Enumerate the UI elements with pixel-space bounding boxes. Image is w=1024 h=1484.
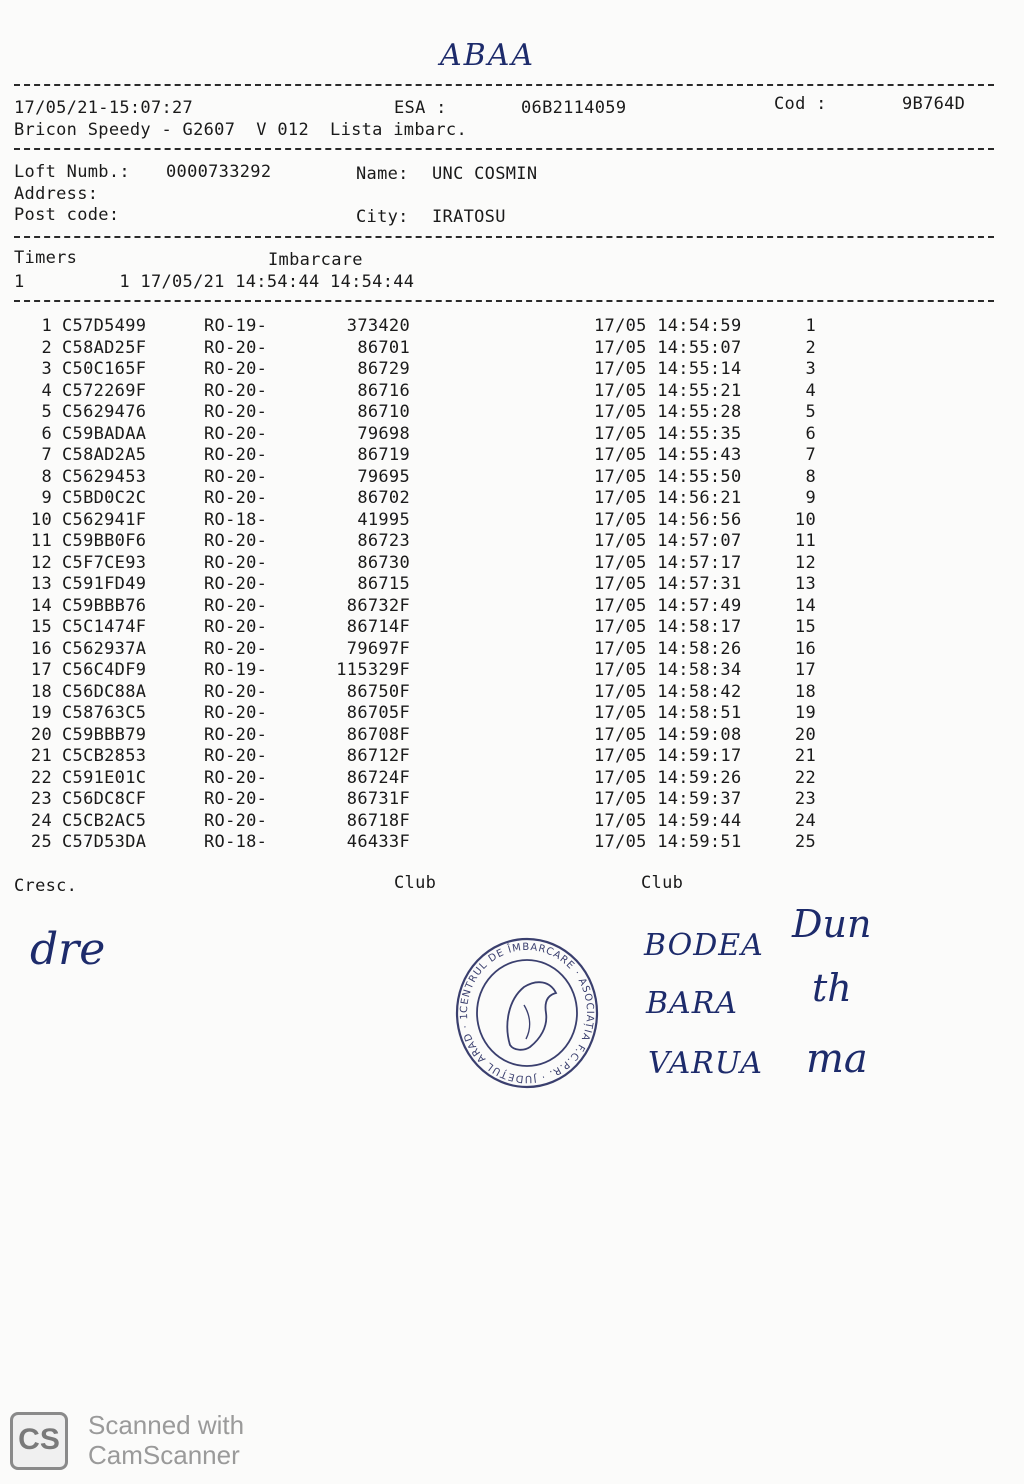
row-ring-prefix: RO-18- — [204, 832, 268, 852]
row-index: 10 — [30, 509, 52, 530]
table-row — [0, 617, 1024, 638]
row-ring-prefix: RO-19- — [204, 316, 268, 336]
row-ring-number: 86731F — [346, 789, 410, 809]
camscanner-line2: CamScanner — [88, 1440, 240, 1470]
row-ring-number: 86729 — [357, 359, 410, 379]
row-time: 17/05 14:56:56 — [594, 509, 742, 530]
row-ring-prefix: RO-18- — [204, 509, 268, 530]
row-ring-number: 86712F — [346, 746, 410, 766]
timers-line: 1 1 17/05/21 14:54:44 14:54:44 — [14, 272, 415, 292]
row-chip-code: C59BB0F6 — [62, 531, 147, 551]
row-chip-code: C5CB2AC5 — [62, 810, 147, 831]
city-label: City: — [356, 207, 409, 227]
row-chip-code: C58AD25F — [62, 337, 147, 358]
row-chip-code: C59BBB76 — [62, 595, 147, 616]
separator-timers — [14, 300, 994, 302]
row-time: 17/05 14:59:26 — [594, 767, 742, 788]
row-ring-number: 86714F — [346, 617, 410, 637]
loft-label: Loft Numb.: — [14, 162, 130, 182]
row-index: 22 — [30, 767, 52, 788]
row-time: 17/05 14:59:51 — [594, 832, 742, 852]
row-ring-prefix: RO-20- — [204, 767, 268, 788]
row-ring-number: 86723 — [357, 531, 410, 551]
row-ring-prefix: RO-20- — [204, 574, 268, 594]
row-position: 4 — [805, 380, 816, 401]
row-position: 22 — [794, 767, 816, 788]
timers-label: Timers — [14, 248, 78, 268]
table-row — [0, 316, 1024, 337]
row-time: 17/05 14:59:08 — [594, 724, 742, 745]
row-index: 24 — [30, 810, 52, 831]
row-index: 23 — [30, 789, 52, 809]
row-index: 6 — [41, 423, 52, 444]
row-index: 13 — [30, 574, 52, 594]
row-index: 14 — [30, 595, 52, 616]
row-position: 14 — [794, 595, 816, 616]
row-ring-number: 86716 — [357, 380, 410, 401]
header-esa-value: 06B2114059 — [521, 98, 627, 118]
row-position: 7 — [805, 445, 816, 465]
row-ring-number: 86705F — [346, 703, 410, 723]
row-chip-code: C5CB2853 — [62, 746, 147, 766]
table-row — [0, 574, 1024, 595]
row-position: 25 — [794, 832, 816, 852]
table-row — [0, 703, 1024, 724]
name-label: Name: — [356, 164, 409, 184]
row-position: 15 — [794, 617, 816, 637]
row-time: 17/05 14:55:14 — [594, 359, 742, 379]
row-ring-prefix: RO-20- — [204, 681, 268, 702]
club-label-1: Club — [394, 873, 437, 893]
row-position: 10 — [794, 509, 816, 530]
row-time: 17/05 14:58:17 — [594, 617, 742, 637]
table-row — [0, 596, 1024, 617]
row-index: 21 — [30, 746, 52, 766]
row-ring-prefix: RO-20- — [204, 617, 268, 637]
header-datetime: 17/05/21-15:07:27 — [14, 98, 194, 118]
table-row — [0, 553, 1024, 574]
row-position: 3 — [805, 359, 816, 379]
club-member-name-3: VARUA — [648, 1046, 763, 1081]
row-time: 17/05 14:58:26 — [594, 638, 742, 659]
table-row — [0, 789, 1024, 810]
row-time: 17/05 14:59:37 — [594, 789, 742, 809]
row-time: 17/05 14:55:28 — [594, 402, 742, 422]
row-time: 17/05 14:55:43 — [594, 445, 742, 465]
row-position: 23 — [794, 789, 816, 809]
stamp-seal-graphic — [452, 935, 602, 1090]
club-member-signature-1: Dun — [792, 902, 872, 946]
row-ring-number: 86715 — [357, 574, 410, 594]
row-ring-number: 86724F — [346, 767, 410, 788]
row-ring-prefix: RO-20- — [204, 380, 268, 401]
row-ring-number: 86710 — [357, 402, 410, 422]
club-member-name-2: BARA — [646, 986, 738, 1021]
row-time: 17/05 14:56:21 — [594, 488, 742, 508]
row-index: 3 — [41, 359, 52, 379]
row-ring-prefix: RO-20- — [204, 488, 268, 508]
address-label: Address: — [14, 184, 99, 204]
row-index: 15 — [30, 617, 52, 637]
row-chip-code: C58AD2A5 — [62, 445, 147, 465]
row-index: 19 — [30, 703, 52, 723]
row-time: 17/05 14:57:49 — [594, 595, 742, 616]
row-time: 17/05 14:58:51 — [594, 703, 742, 723]
row-time: 17/05 14:58:34 — [594, 660, 742, 680]
table-row — [0, 531, 1024, 552]
row-ring-prefix: RO-20- — [204, 595, 268, 616]
row-index: 16 — [30, 638, 52, 659]
row-ring-number: 86701 — [357, 337, 410, 358]
separator-top — [14, 84, 994, 86]
header-line2: Bricon Speedy - G2607 V 012 Lista imbarc. — [14, 120, 467, 140]
separator-owner — [14, 236, 994, 238]
row-index: 20 — [30, 724, 52, 745]
row-index: 7 — [41, 445, 52, 465]
row-ring-prefix: RO-20- — [204, 552, 268, 573]
table-row — [0, 660, 1024, 681]
table-row — [0, 402, 1024, 423]
row-ring-number: 86702 — [357, 488, 410, 508]
row-index: 5 — [41, 402, 52, 422]
row-ring-prefix: RO-20- — [204, 402, 268, 422]
row-index: 18 — [30, 681, 52, 702]
table-row — [0, 381, 1024, 402]
row-time: 17/05 14:57:31 — [594, 574, 742, 594]
row-position: 6 — [805, 423, 816, 444]
camscanner-logo-text: CS — [18, 1423, 60, 1456]
row-chip-code: C59BADAA — [62, 423, 147, 444]
camscanner-logo-icon — [10, 1412, 68, 1470]
stamp-seal — [452, 935, 602, 1090]
row-position: 12 — [794, 552, 816, 573]
table-row — [0, 445, 1024, 466]
row-time: 17/05 14:59:44 — [594, 810, 742, 831]
table-row — [0, 488, 1024, 509]
row-position: 21 — [794, 746, 816, 766]
row-index: 2 — [41, 337, 52, 358]
camscanner-watermark — [10, 1410, 310, 1472]
header-esa-label: ESA : — [394, 98, 447, 118]
table-row — [0, 746, 1024, 767]
row-chip-code: C5BD0C2C — [62, 488, 147, 508]
row-index: 1 — [41, 316, 52, 336]
row-ring-prefix: RO-20- — [204, 359, 268, 379]
club-member-signature-3: ma — [806, 1036, 868, 1082]
row-time: 17/05 14:55:07 — [594, 337, 742, 358]
row-index: 17 — [30, 660, 52, 680]
row-position: 2 — [805, 337, 816, 358]
row-ring-number: 86719 — [357, 445, 410, 465]
handwritten-title: ABAA — [440, 38, 536, 73]
separator-header — [14, 148, 994, 150]
row-ring-number: 373420 — [346, 316, 410, 336]
row-time: 17/05 14:55:50 — [594, 466, 742, 487]
row-ring-number: 46433F — [346, 832, 410, 852]
row-ring-prefix: RO-20- — [204, 638, 268, 659]
row-ring-prefix: RO-20- — [204, 531, 268, 551]
club-member-name-1: BODEA — [644, 928, 764, 963]
row-position: 19 — [794, 703, 816, 723]
table-row — [0, 811, 1024, 832]
row-time: 17/05 14:55:21 — [594, 380, 742, 401]
row-ring-prefix: RO-20- — [204, 703, 268, 723]
row-chip-code: C5F7CE93 — [62, 552, 147, 573]
header-cod-value: 9B764D — [902, 94, 966, 114]
row-chip-code: C591E01C — [62, 767, 147, 788]
row-chip-code: C56DC8CF — [62, 789, 147, 809]
row-time: 17/05 14:55:35 — [594, 423, 742, 444]
table-row — [0, 424, 1024, 445]
header-cod-label: Cod : — [774, 94, 827, 114]
row-ring-prefix: RO-20- — [204, 423, 268, 444]
row-ring-number: 79695 — [357, 466, 410, 487]
row-ring-prefix: RO-20- — [204, 810, 268, 831]
row-ring-prefix: RO-20- — [204, 789, 268, 809]
table-row — [0, 510, 1024, 531]
row-position: 24 — [794, 810, 816, 831]
row-chip-code: C572269F — [62, 380, 147, 401]
row-index: 12 — [30, 552, 52, 573]
row-ring-prefix: RO-19- — [204, 660, 268, 680]
club-member-signature-2: th — [812, 966, 852, 1010]
row-ring-number: 86730 — [357, 552, 410, 573]
row-chip-code: C58763C5 — [62, 703, 147, 723]
table-row — [0, 832, 1024, 853]
row-chip-code: C56C4DF9 — [62, 660, 147, 680]
row-ring-number: 86708F — [346, 724, 410, 745]
row-ring-number: 86718F — [346, 810, 410, 831]
row-position: 5 — [805, 402, 816, 422]
row-chip-code: C57D53DA — [62, 832, 147, 852]
row-index: 8 — [41, 466, 52, 487]
row-index: 4 — [41, 380, 52, 401]
row-chip-code: C5629453 — [62, 466, 147, 487]
table-row — [0, 639, 1024, 660]
stamp-ring-text: CENTRUL DE ÎMBARCARE · ASOCIAȚIA F.C.P.R. · JUDEȚUL ARAD · 1 — [458, 941, 596, 1085]
row-ring-prefix: RO-20- — [204, 337, 268, 358]
row-ring-number: 41995 — [357, 509, 410, 530]
row-time: 17/05 14:58:42 — [594, 681, 742, 702]
row-index: 25 — [30, 832, 52, 852]
city-value: IRATOSU — [432, 207, 506, 227]
imbarcare-label: Imbarcare — [268, 250, 363, 270]
row-chip-code: C5629476 — [62, 402, 147, 422]
row-chip-code: C562941F — [62, 509, 147, 530]
row-chip-code: C5C1474F — [62, 617, 147, 637]
row-chip-code: C59BBB79 — [62, 724, 147, 745]
row-ring-number: 86732F — [346, 595, 410, 616]
row-ring-number: 79698 — [357, 423, 410, 444]
row-ring-number: 86750F — [346, 681, 410, 702]
row-ring-prefix: RO-20- — [204, 466, 268, 487]
row-ring-prefix: RO-20- — [204, 724, 268, 745]
row-position: 18 — [794, 681, 816, 702]
table-row — [0, 768, 1024, 789]
row-time: 17/05 14:54:59 — [594, 316, 742, 336]
club-label-2: Club — [641, 873, 684, 893]
row-time: 17/05 14:59:17 — [594, 746, 742, 766]
table-row — [0, 725, 1024, 746]
table-row — [0, 467, 1024, 488]
row-position: 20 — [794, 724, 816, 745]
row-index: 11 — [30, 531, 52, 551]
row-time: 17/05 14:57:17 — [594, 552, 742, 573]
row-position: 1 — [805, 316, 816, 336]
row-ring-number: 79697F — [346, 638, 410, 659]
table-row — [0, 682, 1024, 703]
row-position: 11 — [794, 531, 816, 551]
signature-left: dre — [30, 924, 106, 975]
row-ring-prefix: RO-20- — [204, 445, 268, 465]
row-index: 9 — [41, 488, 52, 508]
row-time: 17/05 14:57:07 — [594, 531, 742, 551]
row-ring-prefix: RO-20- — [204, 746, 268, 766]
camscanner-line1: Scanned with — [88, 1410, 245, 1440]
row-position: 9 — [805, 488, 816, 508]
row-chip-code: C591FD49 — [62, 574, 147, 594]
cresc-label: Cresc. — [14, 876, 78, 896]
table-row — [0, 338, 1024, 359]
row-ring-number: 115329F — [336, 660, 410, 680]
postcode-label: Post code: — [14, 205, 120, 225]
loft-value: 0000733292 — [166, 162, 272, 182]
row-position: 17 — [794, 660, 816, 680]
table-row — [0, 359, 1024, 380]
row-chip-code: C56DC88A — [62, 681, 147, 702]
row-position: 13 — [794, 574, 816, 594]
row-chip-code: C562937A — [62, 638, 147, 659]
row-position: 8 — [805, 466, 816, 487]
row-chip-code: C57D5499 — [62, 316, 147, 336]
name-value: UNC COSMIN — [432, 164, 538, 184]
row-position: 16 — [794, 638, 816, 659]
row-chip-code: C50C165F — [62, 359, 147, 379]
